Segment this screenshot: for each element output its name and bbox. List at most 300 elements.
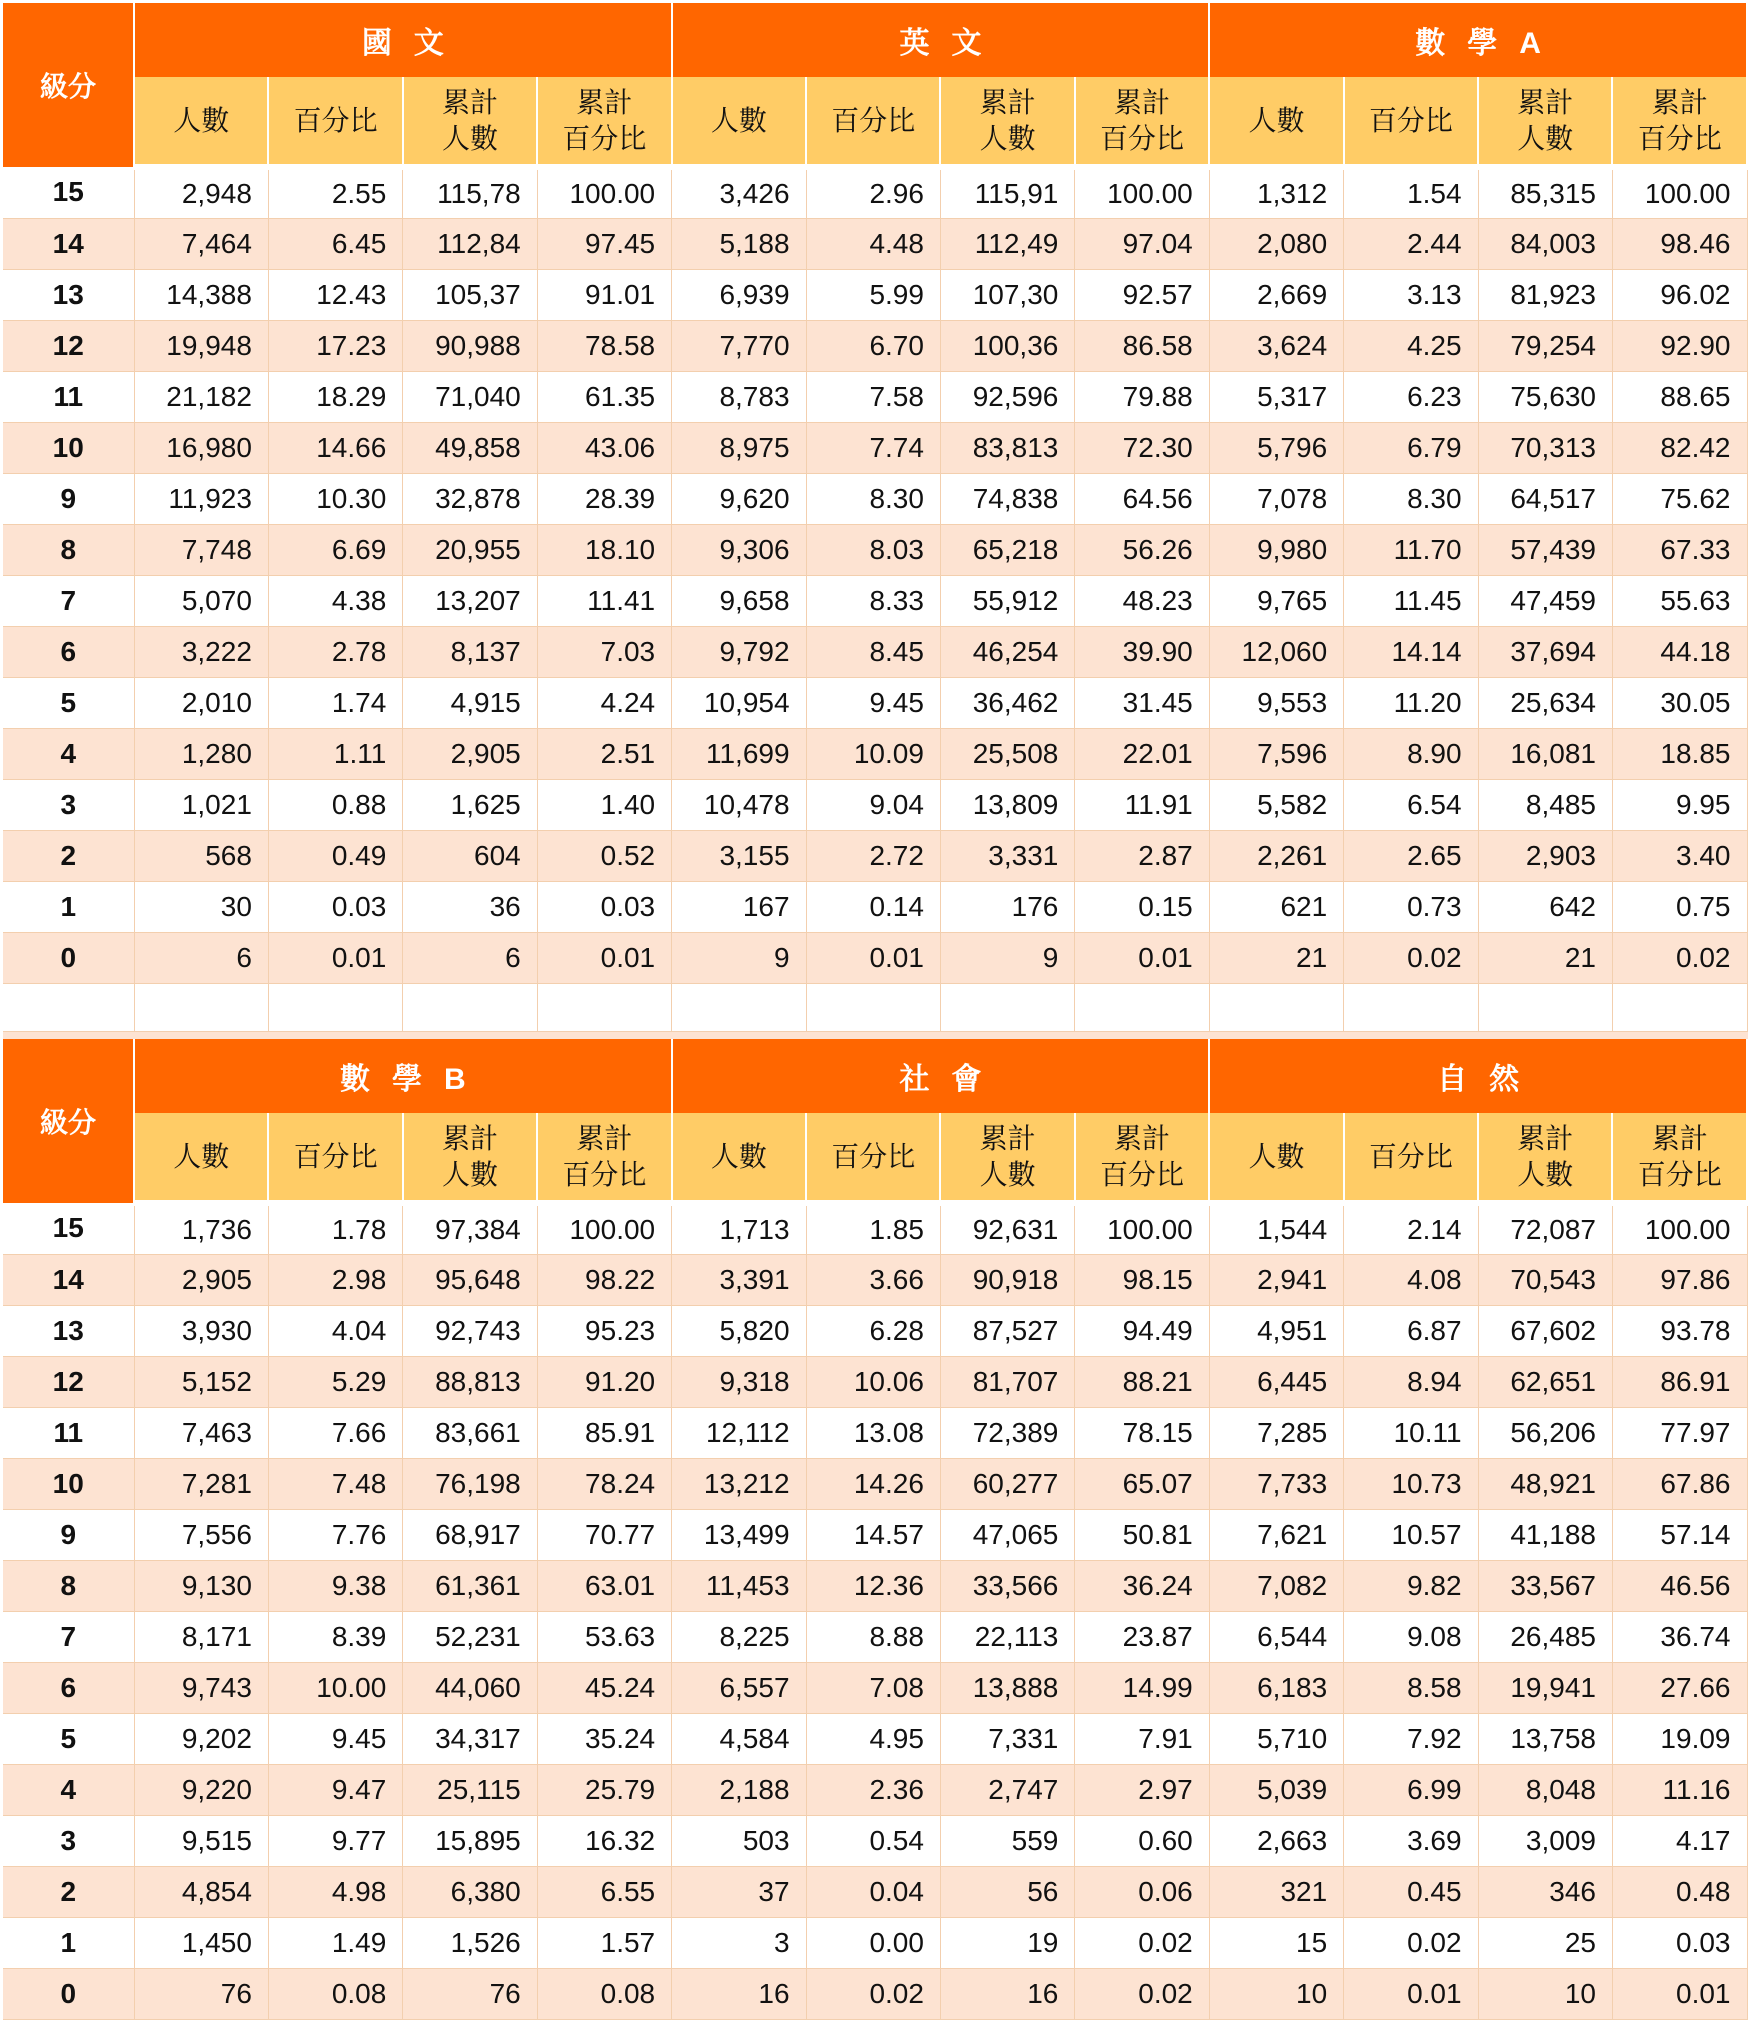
value-cell: 82.42 [1612,422,1747,473]
value-cell: 13,212 [672,1458,806,1509]
value-cell: 0.03 [268,881,402,932]
value-cell: 6.54 [1344,779,1478,830]
value-cell: 0.88 [268,779,402,830]
value-cell: 79.88 [1075,371,1209,422]
column-header-line: 人數 [979,122,1036,154]
value-cell: 4.17 [1612,1815,1747,1866]
value-cell: 61,361 [403,1560,537,1611]
value-cell: 62,651 [1478,1356,1612,1407]
column-header-line: 人數 [173,1140,230,1172]
value-cell: 8.30 [806,473,940,524]
value-cell: 8.88 [806,1611,940,1662]
table-row [3,1509,1747,1560]
value-cell: 92,596 [940,371,1074,422]
value-cell: 13.08 [806,1407,940,1458]
value-cell: 1,713 [672,1203,806,1254]
value-cell: 6.70 [806,320,940,371]
value-cell: 10,478 [672,779,806,830]
value-cell: 72,389 [940,1407,1074,1458]
value-cell: 100.00 [1612,1203,1747,1254]
value-cell: 85.91 [537,1407,671,1458]
value-cell: 0.52 [537,830,671,881]
value-cell: 0.02 [806,1968,940,2019]
value-cell: 6,183 [1209,1662,1343,1713]
value-cell: 0.73 [1344,881,1478,932]
table-row [3,371,1747,422]
value-cell: 72,087 [1478,1203,1612,1254]
grade-cell: 0 [3,1968,134,2019]
grade-cell: 13 [3,1305,134,1356]
value-cell: 95.23 [537,1305,671,1356]
value-cell: 0.06 [1075,1866,1209,1917]
value-cell: 2.72 [806,830,940,881]
value-cell: 100.00 [1075,1203,1209,1254]
value-cell: 112,49 [940,218,1074,269]
value-cell: 7.03 [537,626,671,677]
table-row [3,1764,1747,1815]
value-cell: 4.38 [268,575,402,626]
subject-header: 英文 [672,3,1210,77]
value-cell: 9,318 [672,1356,806,1407]
value-cell: 3,624 [1209,320,1343,371]
value-cell: 97,384 [403,1203,537,1254]
column-header-line: 人數 [710,1140,767,1172]
table-row [3,932,1747,983]
column-header-line: 累計 [1651,1122,1708,1154]
grade-cell: 12 [3,1356,134,1407]
column-header-line: 人數 [1248,1140,1305,1172]
value-cell: 30.05 [1612,677,1747,728]
value-cell: 36 [403,881,537,932]
value-cell: 321 [1209,1866,1343,1917]
value-cell: 3.66 [806,1254,940,1305]
value-cell: 27.66 [1612,1662,1747,1713]
value-cell: 2,941 [1209,1254,1343,1305]
column-header-line: 累計 [1517,86,1574,118]
value-cell: 56 [940,1866,1074,1917]
value-cell: 15,895 [403,1815,537,1866]
column-header [1612,1113,1747,1203]
blank-cell [940,983,1074,1031]
value-cell: 9,202 [134,1713,268,1764]
table-row [3,1203,1747,1254]
blank-cell [672,983,806,1031]
value-cell: 64.56 [1075,473,1209,524]
value-cell: 19 [940,1917,1074,1968]
value-cell: 4.24 [537,677,671,728]
value-cell: 559 [940,1815,1074,1866]
value-cell: 11.91 [1075,779,1209,830]
table-row [3,1254,1747,1305]
table-row [3,1815,1747,1866]
table-row [3,1305,1747,1356]
value-cell: 2,669 [1209,269,1343,320]
value-cell: 19,941 [1478,1662,1612,1713]
value-cell: 49,858 [403,422,537,473]
value-cell: 22,113 [940,1611,1074,1662]
value-cell: 61.35 [537,371,671,422]
value-cell: 0.02 [1344,1917,1478,1968]
blank-cell [1075,983,1209,1031]
table-separator [3,1032,1748,1039]
value-cell: 25,634 [1478,677,1612,728]
value-cell: 0.04 [806,1866,940,1917]
value-cell: 87,527 [940,1305,1074,1356]
grade-cell: 4 [3,1764,134,1815]
value-cell: 33,567 [1478,1560,1612,1611]
value-cell: 18.85 [1612,728,1747,779]
column-header [1344,1113,1478,1203]
grade-cell: 15 [3,1203,134,1254]
value-cell: 1.40 [537,779,671,830]
grade-cell: 1 [3,881,134,932]
grade-header: 級分 [3,3,134,167]
score-table-top [3,3,1748,1032]
column-header [134,77,268,167]
value-cell: 30 [134,881,268,932]
value-cell: 9 [672,932,806,983]
value-cell: 20,955 [403,524,537,575]
value-cell: 22.01 [1075,728,1209,779]
grade-cell: 5 [3,677,134,728]
value-cell: 37 [672,1866,806,1917]
table-row [3,1662,1747,1713]
value-cell: 47,459 [1478,575,1612,626]
value-cell: 0.02 [1075,1917,1209,1968]
value-cell: 9,620 [672,473,806,524]
grade-cell: 3 [3,1815,134,1866]
value-cell: 9.95 [1612,779,1747,830]
column-header-line: 百分比 [1100,122,1185,154]
table-row [3,626,1747,677]
value-cell: 0.08 [537,1968,671,2019]
value-cell: 1,450 [134,1917,268,1968]
value-cell: 100.00 [1075,167,1209,218]
value-cell: 5.99 [806,269,940,320]
value-cell: 44.18 [1612,626,1747,677]
grade-cell: 4 [3,728,134,779]
blank-row [3,983,1747,1031]
value-cell: 48.23 [1075,575,1209,626]
value-cell: 11.16 [1612,1764,1747,1815]
value-cell: 12.36 [806,1560,940,1611]
value-cell: 81,707 [940,1356,1074,1407]
column-header-line: 人數 [442,122,499,154]
value-cell: 53.63 [537,1611,671,1662]
value-cell: 5,070 [134,575,268,626]
value-cell: 9.45 [268,1713,402,1764]
value-cell: 7,748 [134,524,268,575]
grade-cell: 13 [3,269,134,320]
value-cell: 6,380 [403,1866,537,1917]
value-cell: 604 [403,830,537,881]
column-header-line: 百分比 [562,1158,647,1190]
value-cell: 9,553 [1209,677,1343,728]
column-header-line: 百分比 [1637,122,1722,154]
table-row [3,1458,1747,1509]
value-cell: 7,463 [134,1407,268,1458]
value-cell: 4.25 [1344,320,1478,371]
value-cell: 64,517 [1478,473,1612,524]
value-cell: 0.75 [1612,881,1747,932]
value-cell: 57,439 [1478,524,1612,575]
column-header-line: 累計 [1114,86,1171,118]
value-cell: 39.90 [1075,626,1209,677]
column-header-line: 累計 [979,86,1036,118]
value-cell: 1,280 [134,728,268,779]
column-header-line: 累計 [979,1122,1036,1154]
value-cell: 18.29 [268,371,402,422]
value-cell: 46.56 [1612,1560,1747,1611]
value-cell: 3,391 [672,1254,806,1305]
grade-cell: 2 [3,830,134,881]
value-cell: 2.87 [1075,830,1209,881]
value-cell: 91.20 [537,1356,671,1407]
value-cell: 55,912 [940,575,1074,626]
value-cell: 5.29 [268,1356,402,1407]
column-header-line: 百分比 [562,122,647,154]
grade-cell: 9 [3,1509,134,1560]
value-cell: 8.39 [268,1611,402,1662]
table-row [3,779,1747,830]
value-cell: 10,954 [672,677,806,728]
value-cell: 85,315 [1478,167,1612,218]
column-header-line: 百分比 [1637,1158,1722,1190]
value-cell: 14,388 [134,269,268,320]
value-cell: 3,331 [940,830,1074,881]
value-cell: 0.08 [268,1968,402,2019]
value-cell: 7.92 [1344,1713,1478,1764]
value-cell: 0.15 [1075,881,1209,932]
grade-cell: 14 [3,218,134,269]
value-cell: 2,261 [1209,830,1343,881]
value-cell: 63.01 [537,1560,671,1611]
value-cell: 8.03 [806,524,940,575]
value-cell: 2.55 [268,167,402,218]
blank-cell [403,983,537,1031]
table-row [3,728,1747,779]
grade-cell: 11 [3,371,134,422]
table-row [3,1917,1747,1968]
value-cell: 1.85 [806,1203,940,1254]
blank-cell [268,983,402,1031]
value-cell: 0.01 [1344,1968,1478,2019]
value-cell: 65,218 [940,524,1074,575]
column-header-line: 百分比 [1100,1158,1185,1190]
value-cell: 7.48 [268,1458,402,1509]
column-header-line: 百分比 [831,104,916,136]
value-cell: 88.65 [1612,371,1747,422]
column-header-line: 累計 [576,86,633,118]
value-cell: 105,37 [403,269,537,320]
table-row [3,320,1747,371]
value-cell: 0.02 [1612,932,1747,983]
value-cell: 75.62 [1612,473,1747,524]
grade-cell: 7 [3,1611,134,1662]
value-cell: 11,453 [672,1560,806,1611]
value-cell: 45.24 [537,1662,671,1713]
grade-cell: 14 [3,1254,134,1305]
value-cell: 11,699 [672,728,806,779]
value-cell: 7.74 [806,422,940,473]
value-cell: 92,743 [403,1305,537,1356]
value-cell: 90,918 [940,1254,1074,1305]
value-cell: 1,021 [134,779,268,830]
value-cell: 7,078 [1209,473,1343,524]
value-cell: 70,543 [1478,1254,1612,1305]
value-cell: 0.49 [268,830,402,881]
value-cell: 86.58 [1075,320,1209,371]
value-cell: 78.15 [1075,1407,1209,1458]
value-cell: 52,231 [403,1611,537,1662]
value-cell: 67,602 [1478,1305,1612,1356]
value-cell: 13,499 [672,1509,806,1560]
value-cell: 7,621 [1209,1509,1343,1560]
value-cell: 8.58 [1344,1662,1478,1713]
value-cell: 2.97 [1075,1764,1209,1815]
column-header-line: 百分比 [1368,104,1453,136]
value-cell: 2,663 [1209,1815,1343,1866]
value-cell: 7,556 [134,1509,268,1560]
value-cell: 74,838 [940,473,1074,524]
value-cell: 19,948 [134,320,268,371]
value-cell: 6.28 [806,1305,940,1356]
column-header-line: 人數 [1248,104,1305,136]
value-cell: 3.40 [1612,830,1747,881]
table-row [3,677,1747,728]
value-cell: 9.45 [806,677,940,728]
value-cell: 41,188 [1478,1509,1612,1560]
subject-header: 國文 [134,3,672,77]
value-cell: 31.45 [1075,677,1209,728]
table-body [3,1203,1747,2019]
value-cell: 25 [1478,1917,1612,1968]
value-cell: 0.60 [1075,1815,1209,1866]
value-cell: 9.08 [1344,1611,1478,1662]
value-cell: 1,625 [403,779,537,830]
value-cell: 7.76 [268,1509,402,1560]
value-cell: 642 [1478,881,1612,932]
grade-cell: 11 [3,1407,134,1458]
value-cell: 9,306 [672,524,806,575]
table-row [3,1713,1747,1764]
value-cell: 8,485 [1478,779,1612,830]
value-cell: 1,526 [403,1917,537,1968]
value-cell: 0.00 [806,1917,940,1968]
value-cell: 100.00 [1612,167,1747,218]
value-cell: 112,84 [403,218,537,269]
value-cell: 0.48 [1612,1866,1747,1917]
column-header [1209,77,1343,167]
grade-cell: 10 [3,422,134,473]
value-cell: 115,78 [403,167,537,218]
score-table-bottom [3,1039,1748,2020]
column-header [672,77,806,167]
value-cell: 2.96 [806,167,940,218]
value-cell: 0.01 [268,932,402,983]
grade-cell: 6 [3,626,134,677]
value-cell: 5,317 [1209,371,1343,422]
value-cell: 9.47 [268,1764,402,1815]
value-cell: 6.69 [268,524,402,575]
value-cell: 2,747 [940,1764,1074,1815]
value-cell: 8,048 [1478,1764,1612,1815]
value-cell: 9,515 [134,1815,268,1866]
value-cell: 25,508 [940,728,1074,779]
value-cell: 57.14 [1612,1509,1747,1560]
table-row [3,473,1747,524]
value-cell: 94.49 [1075,1305,1209,1356]
value-cell: 9,765 [1209,575,1343,626]
column-header [1075,77,1209,167]
value-cell: 90,988 [403,320,537,371]
value-cell: 97.04 [1075,218,1209,269]
value-cell: 93.78 [1612,1305,1747,1356]
column-header [806,1113,940,1203]
value-cell: 6,445 [1209,1356,1343,1407]
column-header [672,1113,806,1203]
value-cell: 11.70 [1344,524,1478,575]
value-cell: 76 [403,1968,537,2019]
grade-cell: 9 [3,473,134,524]
value-cell: 2.65 [1344,830,1478,881]
blank-cell [806,983,940,1031]
subject-header: 自然 [1209,1039,1747,1113]
column-header-line: 累計 [1651,86,1708,118]
value-cell: 3.13 [1344,269,1478,320]
table-row [3,575,1747,626]
column-header [1612,77,1747,167]
value-cell: 4.08 [1344,1254,1478,1305]
value-cell: 78.58 [537,320,671,371]
value-cell: 8.94 [1344,1356,1478,1407]
value-cell: 15 [1209,1917,1343,1968]
column-header-line: 百分比 [1368,1140,1453,1172]
value-cell: 11.45 [1344,575,1478,626]
value-cell: 5,710 [1209,1713,1343,1764]
value-cell: 8.33 [806,575,940,626]
grade-cell: 1 [3,1917,134,1968]
value-cell: 67.33 [1612,524,1747,575]
value-cell: 9,980 [1209,524,1343,575]
value-cell: 98.15 [1075,1254,1209,1305]
value-cell: 0.01 [537,932,671,983]
value-cell: 568 [134,830,268,881]
value-cell: 11,923 [134,473,268,524]
table-body [3,167,1747,1031]
value-cell: 70,313 [1478,422,1612,473]
value-cell: 11.20 [1344,677,1478,728]
value-cell: 7.66 [268,1407,402,1458]
value-cell: 3,222 [134,626,268,677]
value-cell: 6,557 [672,1662,806,1713]
blank-cell [1478,983,1612,1031]
value-cell: 76,198 [403,1458,537,1509]
blank-cell [537,983,671,1031]
value-cell: 35.24 [537,1713,671,1764]
value-cell: 2,903 [1478,830,1612,881]
value-cell: 78.24 [537,1458,671,1509]
value-cell: 12,112 [672,1407,806,1458]
value-cell: 68,917 [403,1509,537,1560]
value-cell: 43.06 [537,422,671,473]
value-cell: 10 [1478,1968,1612,2019]
value-cell: 7.91 [1075,1713,1209,1764]
value-cell: 13,758 [1478,1713,1612,1764]
value-cell: 7,464 [134,218,268,269]
value-cell: 7,285 [1209,1407,1343,1458]
column-header-line: 百分比 [293,104,378,136]
